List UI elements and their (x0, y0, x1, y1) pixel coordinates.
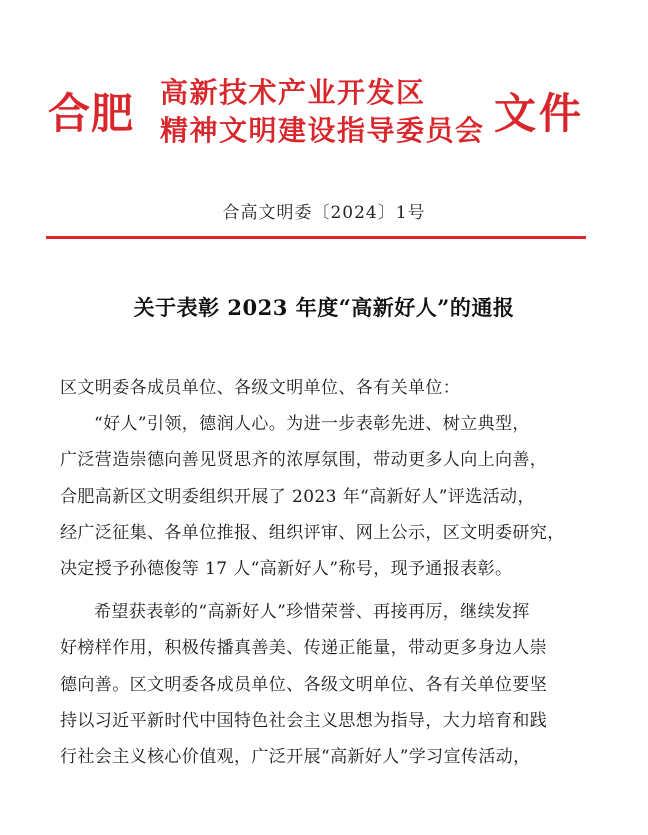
letterhead-org-line-1: 高新技术产业开发区 (160, 76, 426, 109)
document-title: 关于表彰 2023 年度“高新好人”的通报 (133, 295, 515, 320)
paragraph-1-line: “好人”引领，德润人心。为进一步表彰先进、树立典型， (94, 414, 530, 435)
paragraph-2-line: 希望获表彰的“高新好人”珍惜荣誉、再接再厉，继续发挥 (94, 602, 530, 623)
red-divider-line (46, 236, 586, 239)
paragraph-2-line: 好榜样作用，积极传播真善美、传递正能量，带动更多身边人崇 (60, 638, 548, 659)
paragraph-1-line: 决定授予孙德俊等 17 人“高新好人”称号，现予通报表彰。 (60, 558, 513, 579)
paragraph-1-line: 经广泛征集、各单位推报、组织评审、网上公示，区文明委研究， (60, 522, 565, 543)
paragraph-2-line: 持以习近平新时代中国特色社会主义思想为指导，大力培育和践 (60, 710, 548, 731)
letterhead-org-line-2: 精神文明建设指导委员会 (160, 114, 485, 147)
document-body (60, 370, 600, 775)
red-letterhead (48, 74, 596, 154)
document-number: 合高文明委〔2024〕1号 (222, 203, 426, 223)
letterhead-doc-type: 文件 (494, 89, 585, 138)
paragraph-2-line: 德向善。区文明委各成员单位、各级文明单位、各有关单位要坚 (60, 674, 548, 695)
paragraph-1-line: 广泛营造崇德向善见贤思齐的浓厚氛围，带动更多人向上向善， (60, 450, 548, 471)
paragraph-2-line: 行社会主义核心价值观，广泛开展“高新好人”学习宣传活动， (60, 746, 531, 767)
salutation: 区文明委各成员单位、各级文明单位、各有关单位： (60, 378, 461, 398)
paragraph-1-line: 合肥高新区文明委组织开展了 2023 年“高新好人”评选活动， (60, 486, 535, 507)
letterhead-organization (160, 74, 490, 150)
letterhead-city: 合肥 (48, 89, 135, 138)
